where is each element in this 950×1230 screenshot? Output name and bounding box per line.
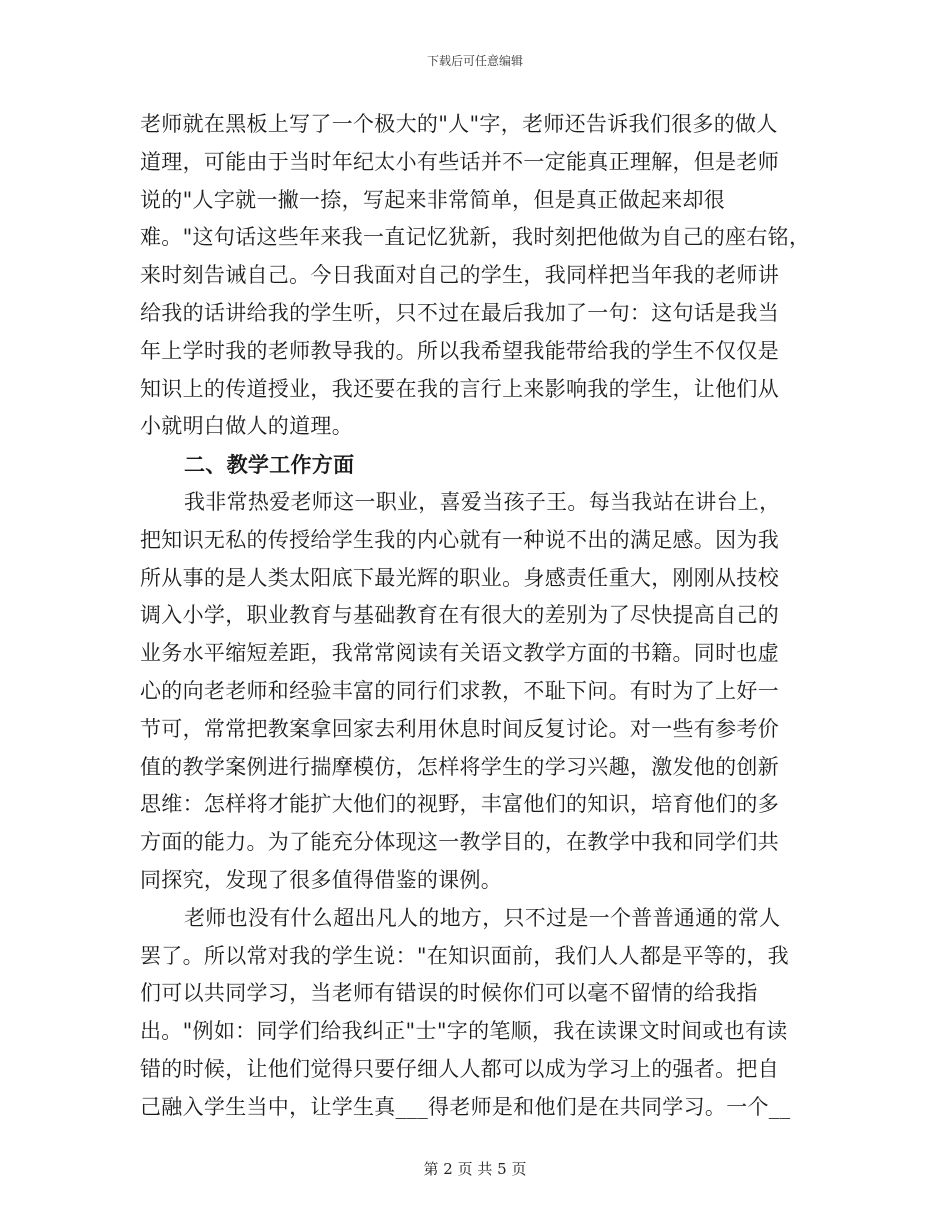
text-line: 错的时候，让他们觉得只要仔细人人都可以成为学习上的强者。把自 <box>140 1056 779 1081</box>
text-line: 老师也没有什么超出凡人的地方，只不过是一个普普通通的常人 <box>184 905 781 930</box>
text-line: 心的向老老师和经验丰富的同行们求教，不耻下问。有时为了上好一 <box>140 678 779 703</box>
document-body <box>140 106 810 1127</box>
page-footer: 第 2 页 共 5 页 <box>423 1160 527 1178</box>
text-line: 难。"这句话这些年来我一直记忆犹新，我时刻把他做为自己的座右铭， <box>140 225 810 250</box>
text-line: 知识上的传道授业，我还要在我的言行上来影响我的学生，让他们从 <box>140 376 779 401</box>
text-line: 罢了。所以常对我的学生说："在知识面前，我们人人都是平等的，我 <box>140 943 789 968</box>
text-line: 思维：怎样将才能扩大他们的视野，丰富他们的知识，培育他们的多 <box>140 792 779 817</box>
text-line: 把知识无私的传授给学生我的内心就有一种说不出的满足感。因为我 <box>140 527 779 552</box>
text-line: 说的"人字就一撇一捺，写起来非常简单，但是真正做起来却很 <box>140 187 726 212</box>
text-line: 小就明白做人的道理。 <box>140 414 353 439</box>
text-line: 道理，可能由于当时年纪太小有些话并不一定能真正理解，但是老师 <box>140 149 779 174</box>
text-line: 值的教学案例进行揣摩模仿，怎样将学生的学习兴趣，激发他的创新 <box>140 754 779 779</box>
text-line: 们可以共同学习，当老师有错误的时候你们可以毫不留情的给我指 <box>140 981 758 1006</box>
text-line: 己融入学生当中，让学生真___得老师是和他们是在共同学习。一个__ <box>140 1094 791 1119</box>
text-line: 老师就在黑板上写了一个极大的"人"字，老师还告诉我们很多的做人 <box>140 112 778 136</box>
text-line: 我非常热爱老师这一职业，喜爱当孩子王。每当我站在讲台上， <box>184 489 781 514</box>
page-header: 下载后可任意编辑 <box>426 54 523 68</box>
text-line: 节可，常常把教案拿回家去利用休息时间反复讨论。对一些有参考价 <box>140 716 779 741</box>
text-line: 年上学时我的老师教导我的。所以我希望我能带给我的学生不仅仅是 <box>140 338 779 363</box>
text-line: 方面的能力。为了能充分体现这一教学目的，在教学中我和同学们共 <box>140 830 779 855</box>
text-line: 所从事的是人类太阳底下最光辉的职业。身感责任重大，刚刚从技校 <box>140 565 779 590</box>
text-line: 给我的话讲给我的学生听，只不过在最后我加了一句：这句话是我当 <box>140 300 779 325</box>
text-line: 出。"例如：同学们给我纠正"士"字的笔顺，我在读课文时间或也有读 <box>140 1019 788 1044</box>
section-heading: 二、教学工作方面 <box>184 452 355 478</box>
text-line: 来时刻告诫自己。今日我面对自己的学生，我同样把当年我的老师讲 <box>140 263 779 288</box>
text-line: 调入小学，职业教育与基础教育在有很大的差别为了尽快提高自己的 <box>140 603 779 628</box>
text-line: 业务水平缩短差距，我常常阅读有关语文教学方面的书籍。同时也虚 <box>140 641 779 666</box>
text-line: 同探究，发现了很多值得借鉴的课例。 <box>140 867 503 892</box>
